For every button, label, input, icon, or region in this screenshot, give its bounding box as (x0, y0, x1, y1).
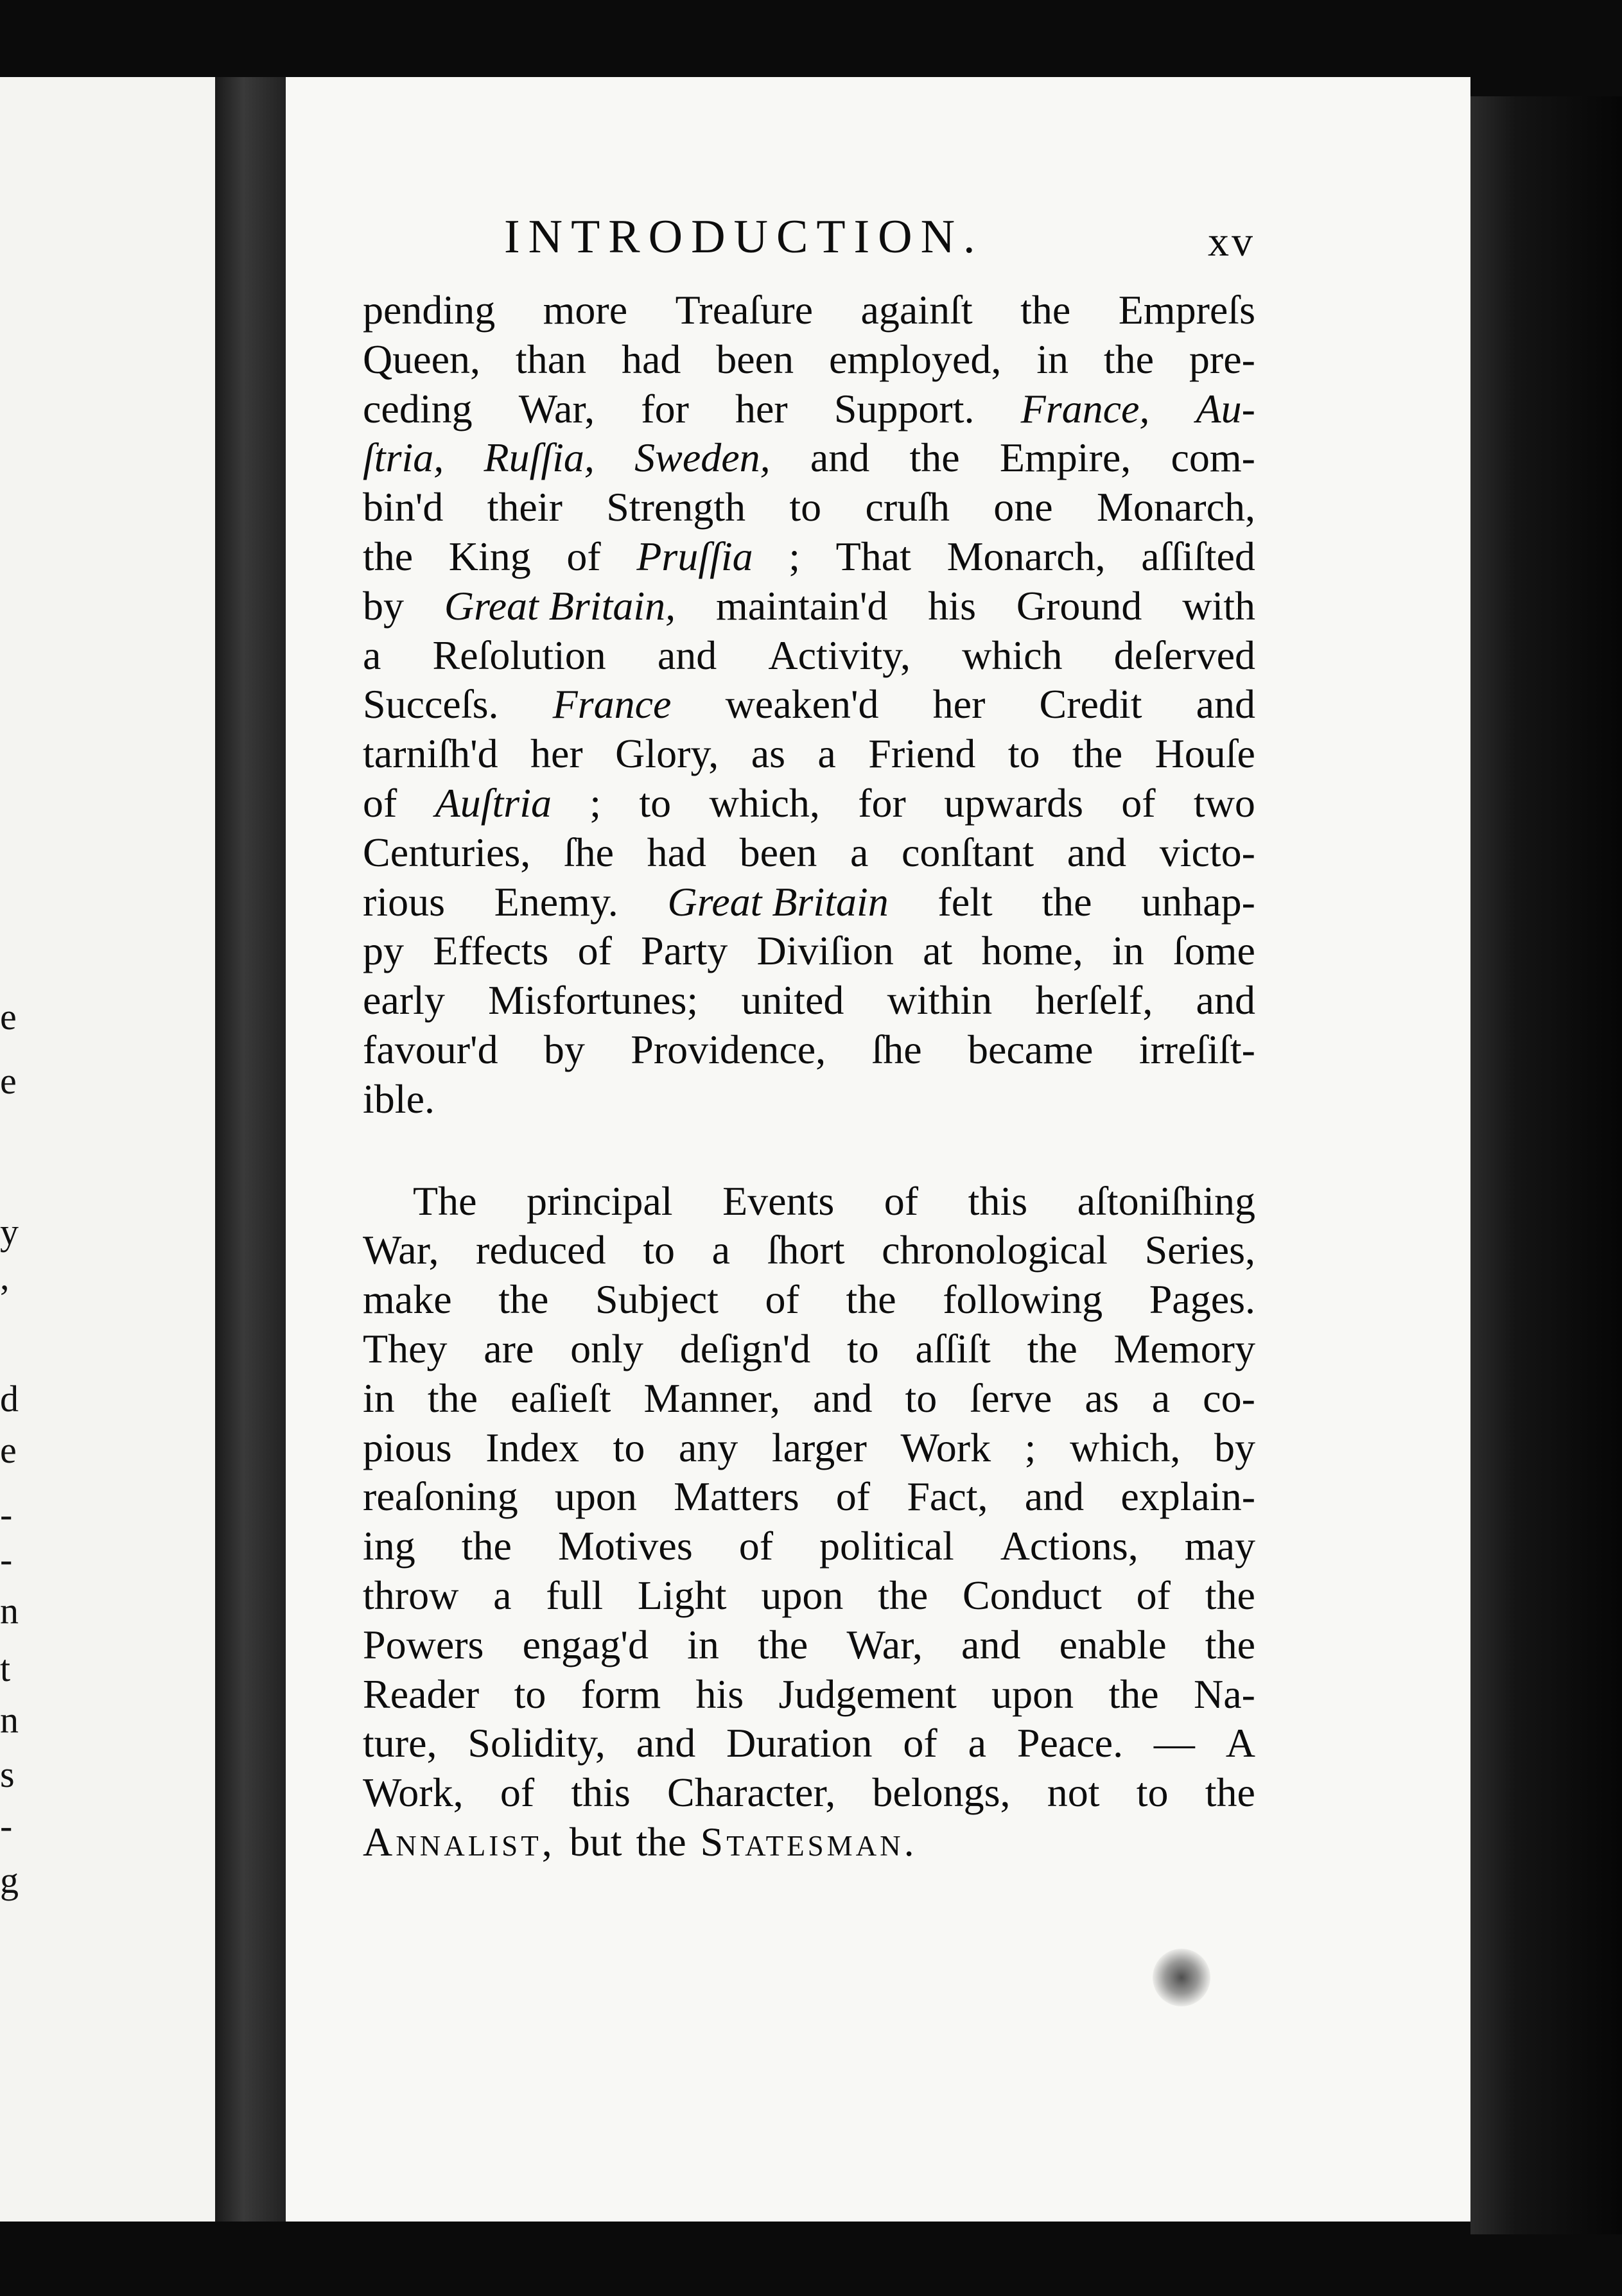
word: Auſtria (435, 779, 552, 826)
word: the (461, 1523, 512, 1569)
word: Glory, (615, 731, 719, 777)
word: a (493, 1572, 512, 1618)
word: aſſiſt (915, 1325, 991, 1371)
word: Enemy. (494, 878, 618, 925)
word: a (850, 829, 869, 875)
word: weaken'd (725, 681, 879, 727)
word: Solidity, (467, 1720, 606, 1766)
word: Work, (363, 1770, 464, 1816)
word: been (716, 336, 794, 382)
word: this (571, 1770, 631, 1816)
text-line (363, 631, 1255, 681)
text-line (363, 1275, 1255, 1325)
word: cruſh (865, 484, 950, 530)
left-page-fragment: d (0, 1378, 19, 1420)
word: co- (1203, 1375, 1255, 1421)
word: maintain'd (715, 582, 888, 629)
word: a (817, 731, 836, 777)
word: became (967, 1026, 1094, 1072)
word: Duration (726, 1720, 873, 1766)
word: the (1205, 1770, 1255, 1816)
word: ceding (363, 385, 473, 431)
word: Pages. (1149, 1276, 1255, 1323)
text-line (363, 1374, 1255, 1423)
word: Ruſſia, (484, 435, 595, 481)
word: to (905, 1375, 937, 1421)
word: Activity, (768, 632, 911, 678)
word: conſtant (901, 829, 1034, 875)
word: Strength (606, 484, 746, 530)
word: but (569, 1818, 622, 1865)
word: the (878, 1572, 929, 1618)
word: Work (900, 1424, 991, 1470)
text-line (363, 532, 1255, 582)
word: reaſoning (363, 1474, 518, 1520)
word: the (363, 533, 414, 579)
word: com- (1171, 435, 1255, 481)
word: Manner, (643, 1375, 780, 1421)
word: The (413, 1178, 477, 1224)
word: ſerve (970, 1375, 1052, 1421)
word: than (515, 336, 587, 382)
word: principal (527, 1178, 673, 1224)
word: full (546, 1572, 604, 1618)
right-page (286, 77, 1470, 2222)
left-page-fragment: - (0, 1805, 13, 1847)
word: irreſiſt- (1138, 1026, 1255, 1072)
text-line (363, 976, 1255, 1025)
word: of (500, 1770, 535, 1816)
word: Au- (1196, 385, 1255, 431)
text-line (363, 1621, 1255, 1670)
word: Matters (674, 1474, 799, 1520)
word: to (789, 484, 822, 530)
word: may (1184, 1523, 1255, 1569)
text-line (363, 1325, 1255, 1374)
book-right-edge (1470, 96, 1622, 2234)
word: A (1225, 1720, 1255, 1766)
word: for (641, 385, 689, 431)
text-line (363, 286, 1255, 335)
word: engag'd (522, 1621, 649, 1667)
word: King (448, 533, 531, 579)
word: War, (518, 385, 595, 431)
word: the (636, 1818, 686, 1865)
word: France, (1020, 385, 1150, 431)
text-line (363, 582, 1255, 631)
text-line (363, 1025, 1255, 1075)
word: Events (722, 1178, 835, 1224)
word: a (968, 1720, 986, 1766)
word: Subject (595, 1276, 719, 1323)
word: not (1047, 1770, 1100, 1816)
paragraph (363, 1177, 1255, 1867)
word: reduced (476, 1227, 606, 1273)
word: explain- (1121, 1474, 1255, 1520)
word: Conduct (963, 1572, 1102, 1618)
word: Great Britain, (444, 582, 676, 629)
word: are (484, 1325, 534, 1371)
word: Treaſure (675, 287, 814, 333)
word: to (639, 779, 672, 826)
word: make (363, 1276, 452, 1323)
text-line (363, 1719, 1255, 1768)
word: France (552, 681, 672, 727)
word: Monarch, (946, 533, 1106, 579)
word: Friend (868, 731, 976, 777)
word: rious (363, 878, 445, 925)
ink-spot (1153, 1949, 1210, 2006)
word: by (1214, 1424, 1255, 1470)
word: Fact, (907, 1474, 988, 1520)
word: Diviſion (756, 928, 894, 974)
word: Houſe (1155, 731, 1255, 777)
word: the (846, 1276, 896, 1323)
word: Character, (667, 1770, 836, 1816)
text-line (363, 1075, 1255, 1124)
word: ing (363, 1523, 415, 1569)
word: aſſiſted (1141, 533, 1255, 579)
word: Reader (363, 1671, 480, 1717)
word: larger (771, 1424, 867, 1470)
word: tarniſh'd (363, 731, 498, 777)
word: following (943, 1276, 1103, 1323)
word: Motives (557, 1523, 693, 1569)
word: the (909, 435, 960, 481)
text-line (363, 1177, 1255, 1226)
text-line (363, 779, 1255, 828)
word: py (363, 928, 404, 974)
word: Series, (1144, 1227, 1255, 1273)
text-line (363, 1226, 1255, 1275)
word: Credit (1039, 681, 1142, 727)
word: Support. (833, 385, 975, 431)
word: and (810, 435, 870, 481)
left-page-fragment: t (0, 1648, 11, 1689)
word: aſtoniſhing (1077, 1178, 1255, 1224)
word: Peace. (1016, 1720, 1124, 1766)
word: with (1182, 582, 1255, 629)
text-line (363, 828, 1255, 878)
word: home, (981, 928, 1083, 974)
text-line (363, 729, 1255, 779)
word: the (1020, 287, 1071, 333)
word: which (962, 632, 1063, 678)
word: and (1067, 829, 1127, 875)
word: againſt (860, 287, 973, 333)
word: the (1108, 1671, 1159, 1717)
word: Na- (1193, 1671, 1255, 1717)
word: political (819, 1523, 954, 1569)
word: herſelf, (1035, 977, 1153, 1023)
word: ; (1024, 1424, 1036, 1470)
word: more (543, 287, 628, 333)
word: Queen, (363, 336, 481, 382)
word: Monarch, (1096, 484, 1255, 530)
word: his (695, 1671, 744, 1717)
word: to (846, 1325, 879, 1371)
text-line (363, 483, 1255, 532)
word: her (932, 681, 986, 727)
word: of (1121, 779, 1156, 826)
word: — (1153, 1720, 1195, 1766)
word: as (1085, 1375, 1119, 1421)
word: and (636, 1720, 696, 1766)
text-line (363, 1768, 1255, 1818)
left-page-fragment: n (0, 1699, 19, 1741)
text-line (363, 926, 1255, 976)
left-page-fragment: e (0, 1060, 17, 1102)
text-line (363, 1423, 1255, 1473)
word: ſhe (871, 1026, 922, 1072)
word: Annalist, (363, 1818, 555, 1865)
word: Reſolution (432, 632, 606, 678)
word: two (1193, 779, 1255, 826)
word: in (1036, 336, 1068, 382)
word: Empreſs (1118, 287, 1255, 333)
word: Misfortunes; (488, 977, 699, 1023)
left-page-text-fragments (0, 77, 215, 2222)
word: deſerved (1113, 632, 1255, 678)
word: Actions, (1000, 1523, 1138, 1569)
word: the (1042, 878, 1092, 925)
word: the (498, 1276, 549, 1323)
word: and (813, 1375, 873, 1421)
left-page-fragment: y (0, 1211, 19, 1253)
word: Providence, (631, 1026, 826, 1072)
word: of (835, 1474, 871, 1520)
word: pious (363, 1424, 452, 1470)
word: ible. (363, 1075, 435, 1122)
word: of (1136, 1572, 1171, 1618)
word: their (487, 484, 562, 530)
word: favour'd (363, 1026, 498, 1072)
word: to (514, 1671, 546, 1717)
word: employed, (828, 336, 1002, 382)
word: belongs, (872, 1770, 1011, 1816)
word: Statesman. (700, 1818, 918, 1865)
word: Sweden, (634, 435, 771, 481)
word: a (363, 632, 381, 678)
left-page-fragment: n (0, 1590, 19, 1631)
left-page-fragment: - (0, 1538, 13, 1580)
word: upon (554, 1474, 637, 1520)
left-page-fragment: g (0, 1859, 19, 1901)
word: at (923, 928, 953, 974)
text-line (363, 335, 1255, 385)
word: chronological (882, 1227, 1108, 1273)
word: ſhe (563, 829, 615, 875)
word: felt (937, 878, 993, 925)
word: Light (637, 1572, 727, 1618)
word: form (580, 1671, 661, 1717)
word: as (751, 731, 785, 777)
word: in (687, 1621, 719, 1667)
word: Index (485, 1424, 579, 1470)
book-gutter (215, 77, 286, 2222)
word: of (577, 928, 612, 974)
word: pre- (1189, 336, 1255, 382)
word: Party (641, 928, 728, 974)
word: which, (709, 779, 820, 826)
paragraph (363, 286, 1255, 1124)
word: ; (589, 779, 602, 826)
word: War, (363, 1227, 439, 1273)
word: her (530, 731, 583, 777)
text-line (363, 1472, 1255, 1522)
word: deſign'd (679, 1325, 811, 1371)
word: ſtria, (363, 435, 444, 481)
word: united (741, 977, 844, 1023)
word: by (363, 582, 404, 629)
word: been (739, 829, 817, 875)
word: early (363, 977, 445, 1023)
word: the (1072, 731, 1123, 777)
word: Succeſs. (363, 681, 499, 727)
word: ſome (1173, 928, 1255, 974)
word: bin'd (363, 484, 444, 530)
text-line (363, 1522, 1255, 1571)
word: They (363, 1325, 448, 1371)
word: ; (789, 533, 801, 579)
word: of (566, 533, 601, 579)
word: Empire, (999, 435, 1131, 481)
word: and (1196, 681, 1255, 727)
word: Centuries, (363, 829, 531, 875)
word: the (427, 1375, 478, 1421)
word: Memory (1113, 1325, 1255, 1371)
word: had (647, 829, 707, 875)
word: upon (991, 1671, 1074, 1717)
word: and (657, 632, 717, 678)
word: upwards (944, 779, 1083, 826)
word: and (1024, 1474, 1085, 1520)
word: the (1103, 336, 1155, 382)
left-page-fragment: e (0, 996, 17, 1038)
word: Pruſſia (636, 533, 753, 579)
word: Judgement (778, 1671, 957, 1717)
word: Effects (433, 928, 549, 974)
word: this (968, 1178, 1028, 1224)
word: upon (761, 1572, 844, 1618)
word: War, (846, 1621, 923, 1667)
word: of (363, 779, 397, 826)
text-line (363, 1571, 1255, 1621)
word: ſhort (767, 1227, 845, 1273)
left-page-fragment: e (0, 1429, 17, 1471)
word: pending (363, 287, 496, 333)
word: of (903, 1720, 937, 1766)
word: had (621, 336, 681, 382)
word: of (738, 1523, 774, 1569)
word: within (887, 977, 993, 1023)
word: ture, (363, 1720, 437, 1766)
word: to (613, 1424, 645, 1470)
word: her (735, 385, 788, 431)
text-line (363, 878, 1255, 927)
word: one (993, 484, 1053, 530)
word: of (765, 1276, 799, 1323)
word: for (858, 779, 906, 826)
left-page-fragment: - (0, 1493, 13, 1535)
word: to (1136, 1770, 1169, 1816)
word: That (835, 533, 911, 579)
left-page-fragment: s (0, 1753, 15, 1795)
word: throw (363, 1572, 459, 1618)
word: of (884, 1178, 919, 1224)
word: Great Britain (667, 878, 889, 925)
word: the (1205, 1572, 1255, 1618)
word: the (1027, 1325, 1077, 1371)
word: a (1151, 1375, 1171, 1421)
word: his (928, 582, 976, 629)
word: Powers (363, 1621, 484, 1667)
word: the (1205, 1621, 1255, 1667)
word: to (643, 1227, 675, 1273)
running-head-title: INTRODUCTION. (504, 211, 984, 263)
running-head (363, 209, 1255, 286)
word: Ground (1016, 582, 1142, 629)
text-line (363, 1818, 1255, 1867)
word: and (961, 1621, 1021, 1667)
text-line (363, 433, 1255, 483)
text-line (363, 385, 1255, 434)
word: any (678, 1424, 738, 1470)
left-page-fragment: , (0, 1256, 10, 1298)
text-line (363, 680, 1255, 729)
page-number: xv (1208, 218, 1255, 265)
text-line (363, 1670, 1255, 1719)
word: in (1112, 928, 1144, 974)
word: victo- (1159, 829, 1255, 875)
word: to (1007, 731, 1040, 777)
word: and (1196, 977, 1255, 1023)
word: by (543, 1026, 585, 1072)
word: enable (1059, 1621, 1167, 1667)
word: only (570, 1325, 643, 1371)
left-facing-page (0, 77, 219, 2222)
word: eaſieſt (510, 1375, 611, 1421)
word: in (363, 1375, 395, 1421)
word: the (758, 1621, 808, 1667)
word: a (711, 1227, 730, 1273)
body-text (363, 286, 1255, 1867)
word: which, (1069, 1424, 1181, 1470)
page-text-block (363, 209, 1255, 1867)
word: unhap- (1141, 878, 1255, 925)
